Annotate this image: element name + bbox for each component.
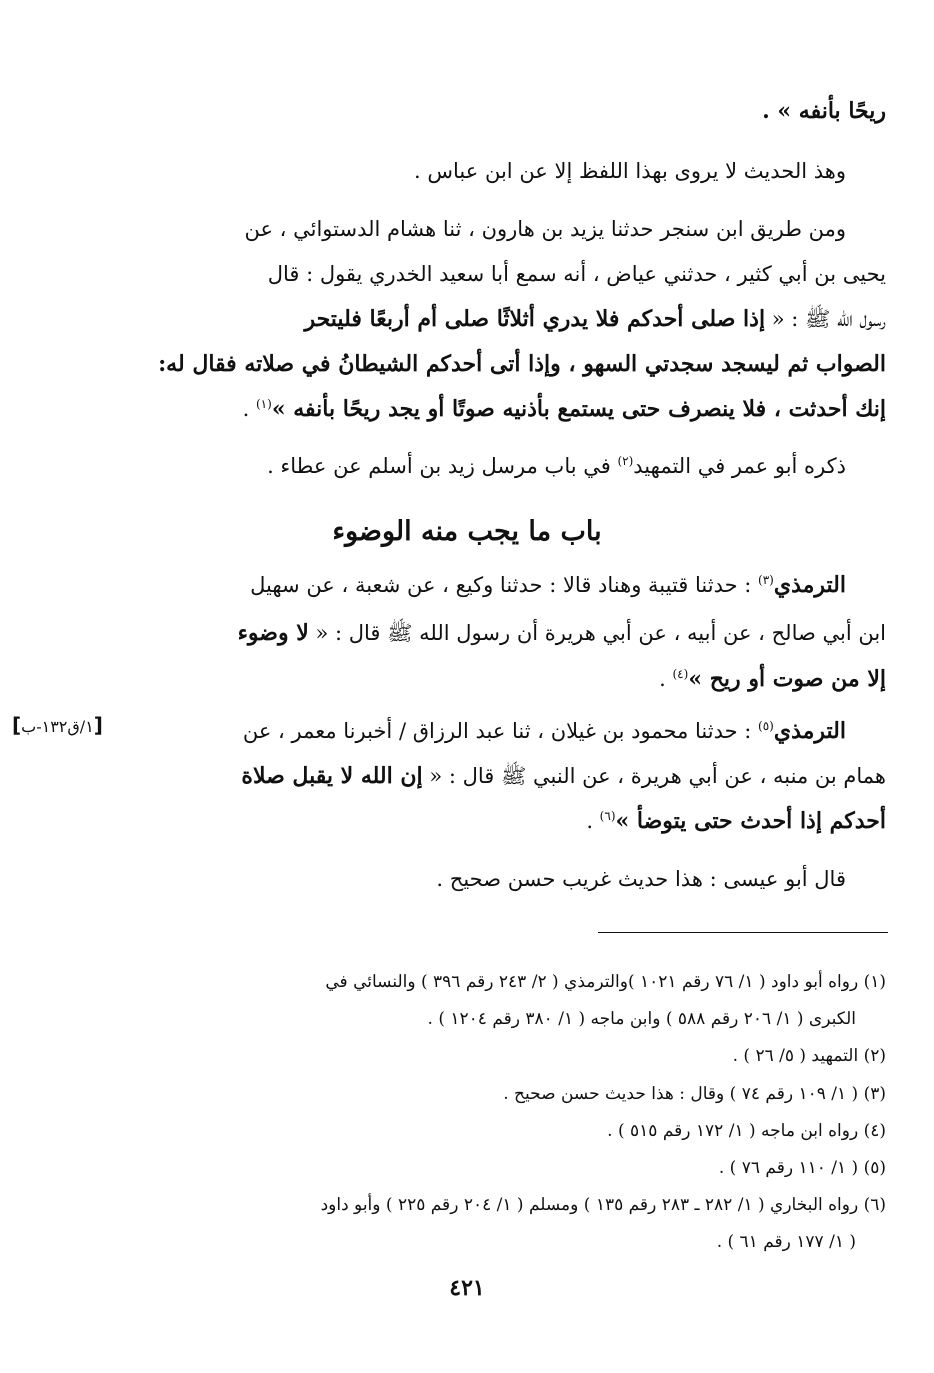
section-heading: باب ما يجب منه الوضوء [332,516,602,547]
footnote: (٢) التمهيد ( ٥/ ٢٦ ) . [732,1046,886,1066]
margin-note: [١/ق١٣٢-ب] [12,713,103,737]
text-line: ومن طريق ابن سنجر حدثنا يزيد بن هارون ، ثنا هشام الدستوائي ، عن [244,217,846,241]
text-line: همام بن منبه ، عن أبي هريرة ، عن النبي ﷺ قال : « إن الله لا يقبل صلاة [241,763,886,789]
text-line: يحيى بن أبي كثير ، حدثني عياض ، أنه سمع أبا سعيد الخدري يقول : قال [267,262,886,286]
footnote-separator [598,932,888,933]
text-line: الصواب ثم ليسجد سجدتي السهو ، وإذا أتى أحدكم الشيطانُ في صلاته فقال له: [158,351,886,377]
page-number: ٤٢١ [449,1275,485,1301]
footnote: ( ١/ ١٧٧ رقم ٦١ ) . [716,1232,856,1252]
text-line: رسول الله ﷺ : « إذا صلى أحدكم فلا يدري أثلاثًا صلى أم أربعًا فليتحر [304,306,886,332]
text-line: الترمذي$^{(٣)}$ : حدثنا قتيبة وهناد قالا : حدثنا وكيع ، عن شعبة ، عن سهيل [250,572,846,598]
text-line: ابن أبي صالح ، عن أبيه ، عن أبي هريرة أن رسول الله ﷺ قال : « لا وضوء [237,620,886,646]
text-line: إلا من صوت أو ريح »$^{(٤)}$ . [659,666,886,692]
footnote-ref: (٢) [617,454,634,468]
footnote: (٣) ( ١/ ١٠٩ رقم ٧٤ ) وقال : هذا حديث حسن صحيح . [503,1084,886,1104]
footnote-ref: (٦) [599,809,616,823]
footnote: (٥) ( ١/ ١١٠ رقم ٧٦ ) . [718,1158,886,1178]
footnote-ref: (١) [255,397,272,411]
footnote-ref: (٤) [672,667,689,681]
text-line: إنك أحدثت ، فلا ينصرف حتى يستمع بأذنيه صوتًا أو يجد ريحًا بأنفه »$^{(١)}$ . [242,396,886,422]
text-line: أحدكم إذا أحدث حتى يتوضأ »$^{(٦)}$ . [586,808,886,834]
text-line: ريحًا بأنفه » . [762,98,886,124]
footnote: (٤) رواه ابن ماجه ( ١/ ١٧٢ رقم ٥١٥ ) . [607,1121,886,1141]
text-line: الترمذي$^{(٥)}$ : حدثنا محمود بن غيلان ، ثنا عبد الرزاق / أخبرنا معمر ، عن [242,718,846,744]
text-line: قال أبو عيسى : هذا حديث غريب حسن صحيح . [436,867,846,891]
footnote-ref: (٣) [758,573,774,587]
footnote: (٦) رواه البخاري ( ١/ ٢٨٢ ـ ٢٨٣ رقم ١٣٥ ) ومسلم ( ١/ ٢٠٤ رقم ٢٢٥ ) وأبو داود [320,1195,886,1215]
footnote-ref: (٥) [758,719,774,733]
footnote: الكبرى ( ١/ ٢٠٦ رقم ٥٨٨ ) وابن ماجه ( ١/ ٣٨٠ رقم ١٢٠٤ ) . [427,1009,856,1029]
footnote: (١) رواه أبو داود ( ١/ ٧٦ رقم ١٠٢١ )والترمذي ( ٢/ ٢٤٣ رقم ٣٩٦ ) والنسائي في [325,972,886,992]
text-line: ذكره أبو عمر في التمهيد$^{(٢)}$ في باب مرسل زيد بن أسلم عن عطاء . [267,454,846,478]
text-line: وهذ الحديث لا يروى بهذا اللفظ إلا عن ابن عباس . [414,159,846,183]
